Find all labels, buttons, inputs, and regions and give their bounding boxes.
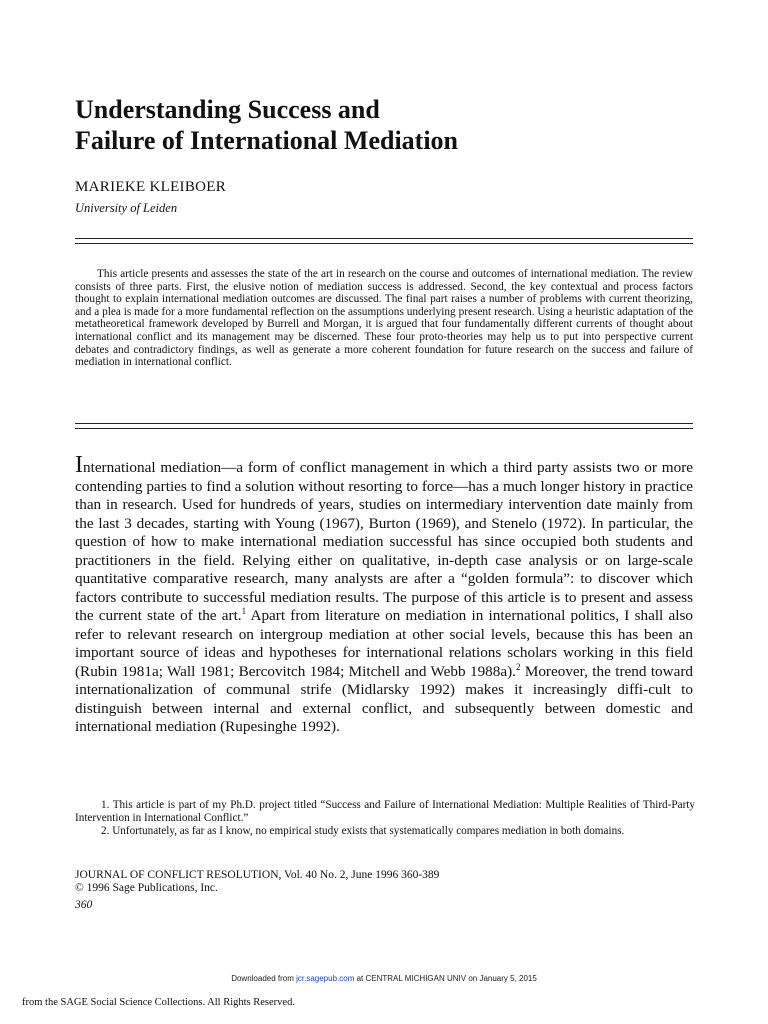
title-line-2: Failure of International Mediation: [75, 126, 459, 155]
author-name: MARIEKE KLEIBOER: [75, 179, 227, 195]
source-link[interactable]: jcr.sagepub.com: [296, 974, 355, 983]
copyright-notice: © 1996 Sage Publications, Inc.: [75, 882, 218, 895]
bottom-double-rule: [75, 423, 693, 429]
title-line-1: Understanding Success and: [75, 95, 380, 124]
body-text-part-2: Apart from literature on mediation in international politics, I shall also refer to relevant research on intergroup mediation at other social levels, because this has been an important source of ideas and hypotheses for international relations scholars working in this field (Rubin 1981a; Wall 1981; Bercovitch 1984; Mitchell and Webb 1988a).: [75, 607, 693, 680]
body-paragraph: [75, 452, 693, 737]
journal-citation: JOURNAL OF CONFLICT RESOLUTION, Vol. 40 No. 2, June 1996 360-389: [75, 869, 440, 881]
body-text-part-1: nternational mediation—a form of conflict management in which a third party assists two or more contending parties to find a solution without resorting to force—has a much longer history in practice than in research. Used for hundreds of years, studies on intermediary intervention date mainly from the last 3 decades, starting with Young (1967), Burton (1969), and Stenelo (1972). In particular, the question of how to make international mediation successful has since occupied both students and practitioners in the field. Relying either on qualitative, in-depth case analysis or on large-scale quantitative comparative research, many analysts are after a “golden formula”: to discover which factors contribute to successful mediation results. The purpose of this article is to present and assess the current state of the art.: [75, 459, 693, 624]
footnote-marker-1[interactable]: 1: [241, 605, 247, 616]
article-title: [75, 94, 695, 156]
page-number: 360: [75, 898, 93, 911]
download-notice: [0, 974, 768, 983]
drop-cap: I: [75, 452, 83, 478]
footnote-1: 1. This article is part of my Ph.D. project titled “Success and Failure of International Mediation: Multiple Realities of Third-Party Intervention in International Conflict.”: [75, 799, 695, 825]
top-double-rule: [75, 238, 693, 244]
footnote-marker-2[interactable]: 2: [515, 661, 521, 672]
body-text-part-3: Moreover, the trend toward internationalization of communal strife (Midlarsky 1992) makes it increasingly diffi-cult to distinguish between internal and external conflict, and subsequently between domestic and international mediation (Rupesinghe 1992).: [75, 662, 693, 735]
journal-info: [75, 869, 439, 912]
footnotes: [75, 799, 695, 839]
abstract: This article presents and assesses the state of the art in research on the course and outcomes of international mediation. The review consists of three parts. First, the elusive notion of mediation success is addressed. Second, the key contextual and process factors thought to explain international mediation outcomes are discussed. The final part raises a number of problems with current theorizing, and a plea is made for a more fundamental reflection on the assumptions underlying present research. Using a heuristic adaptation of the metatheoretical framework developed by Burrell and Morgan, it is argued that four fundamentally different currents of thought about international conflict and its management may be discerned. These four proto-theories may help us to put into perspective current debates and contradictory findings, as well as generate a more coherent foundation for future research on the success and failure of mediation in international conflict.: [75, 268, 693, 369]
footnote-2: 2. Unfortunately, as far as I know, no empirical study exists that systematically compares mediation in both domains.: [101, 825, 625, 838]
download-suffix: at CENTRAL MICHIGAN UNIV on January 5, 2015: [354, 974, 537, 983]
rights-notice: from the SAGE Social Science Collections. All Rights Reserved.: [22, 997, 295, 1008]
download-prefix: Downloaded from: [231, 974, 297, 983]
author-affiliation: University of Leiden: [75, 201, 178, 215]
